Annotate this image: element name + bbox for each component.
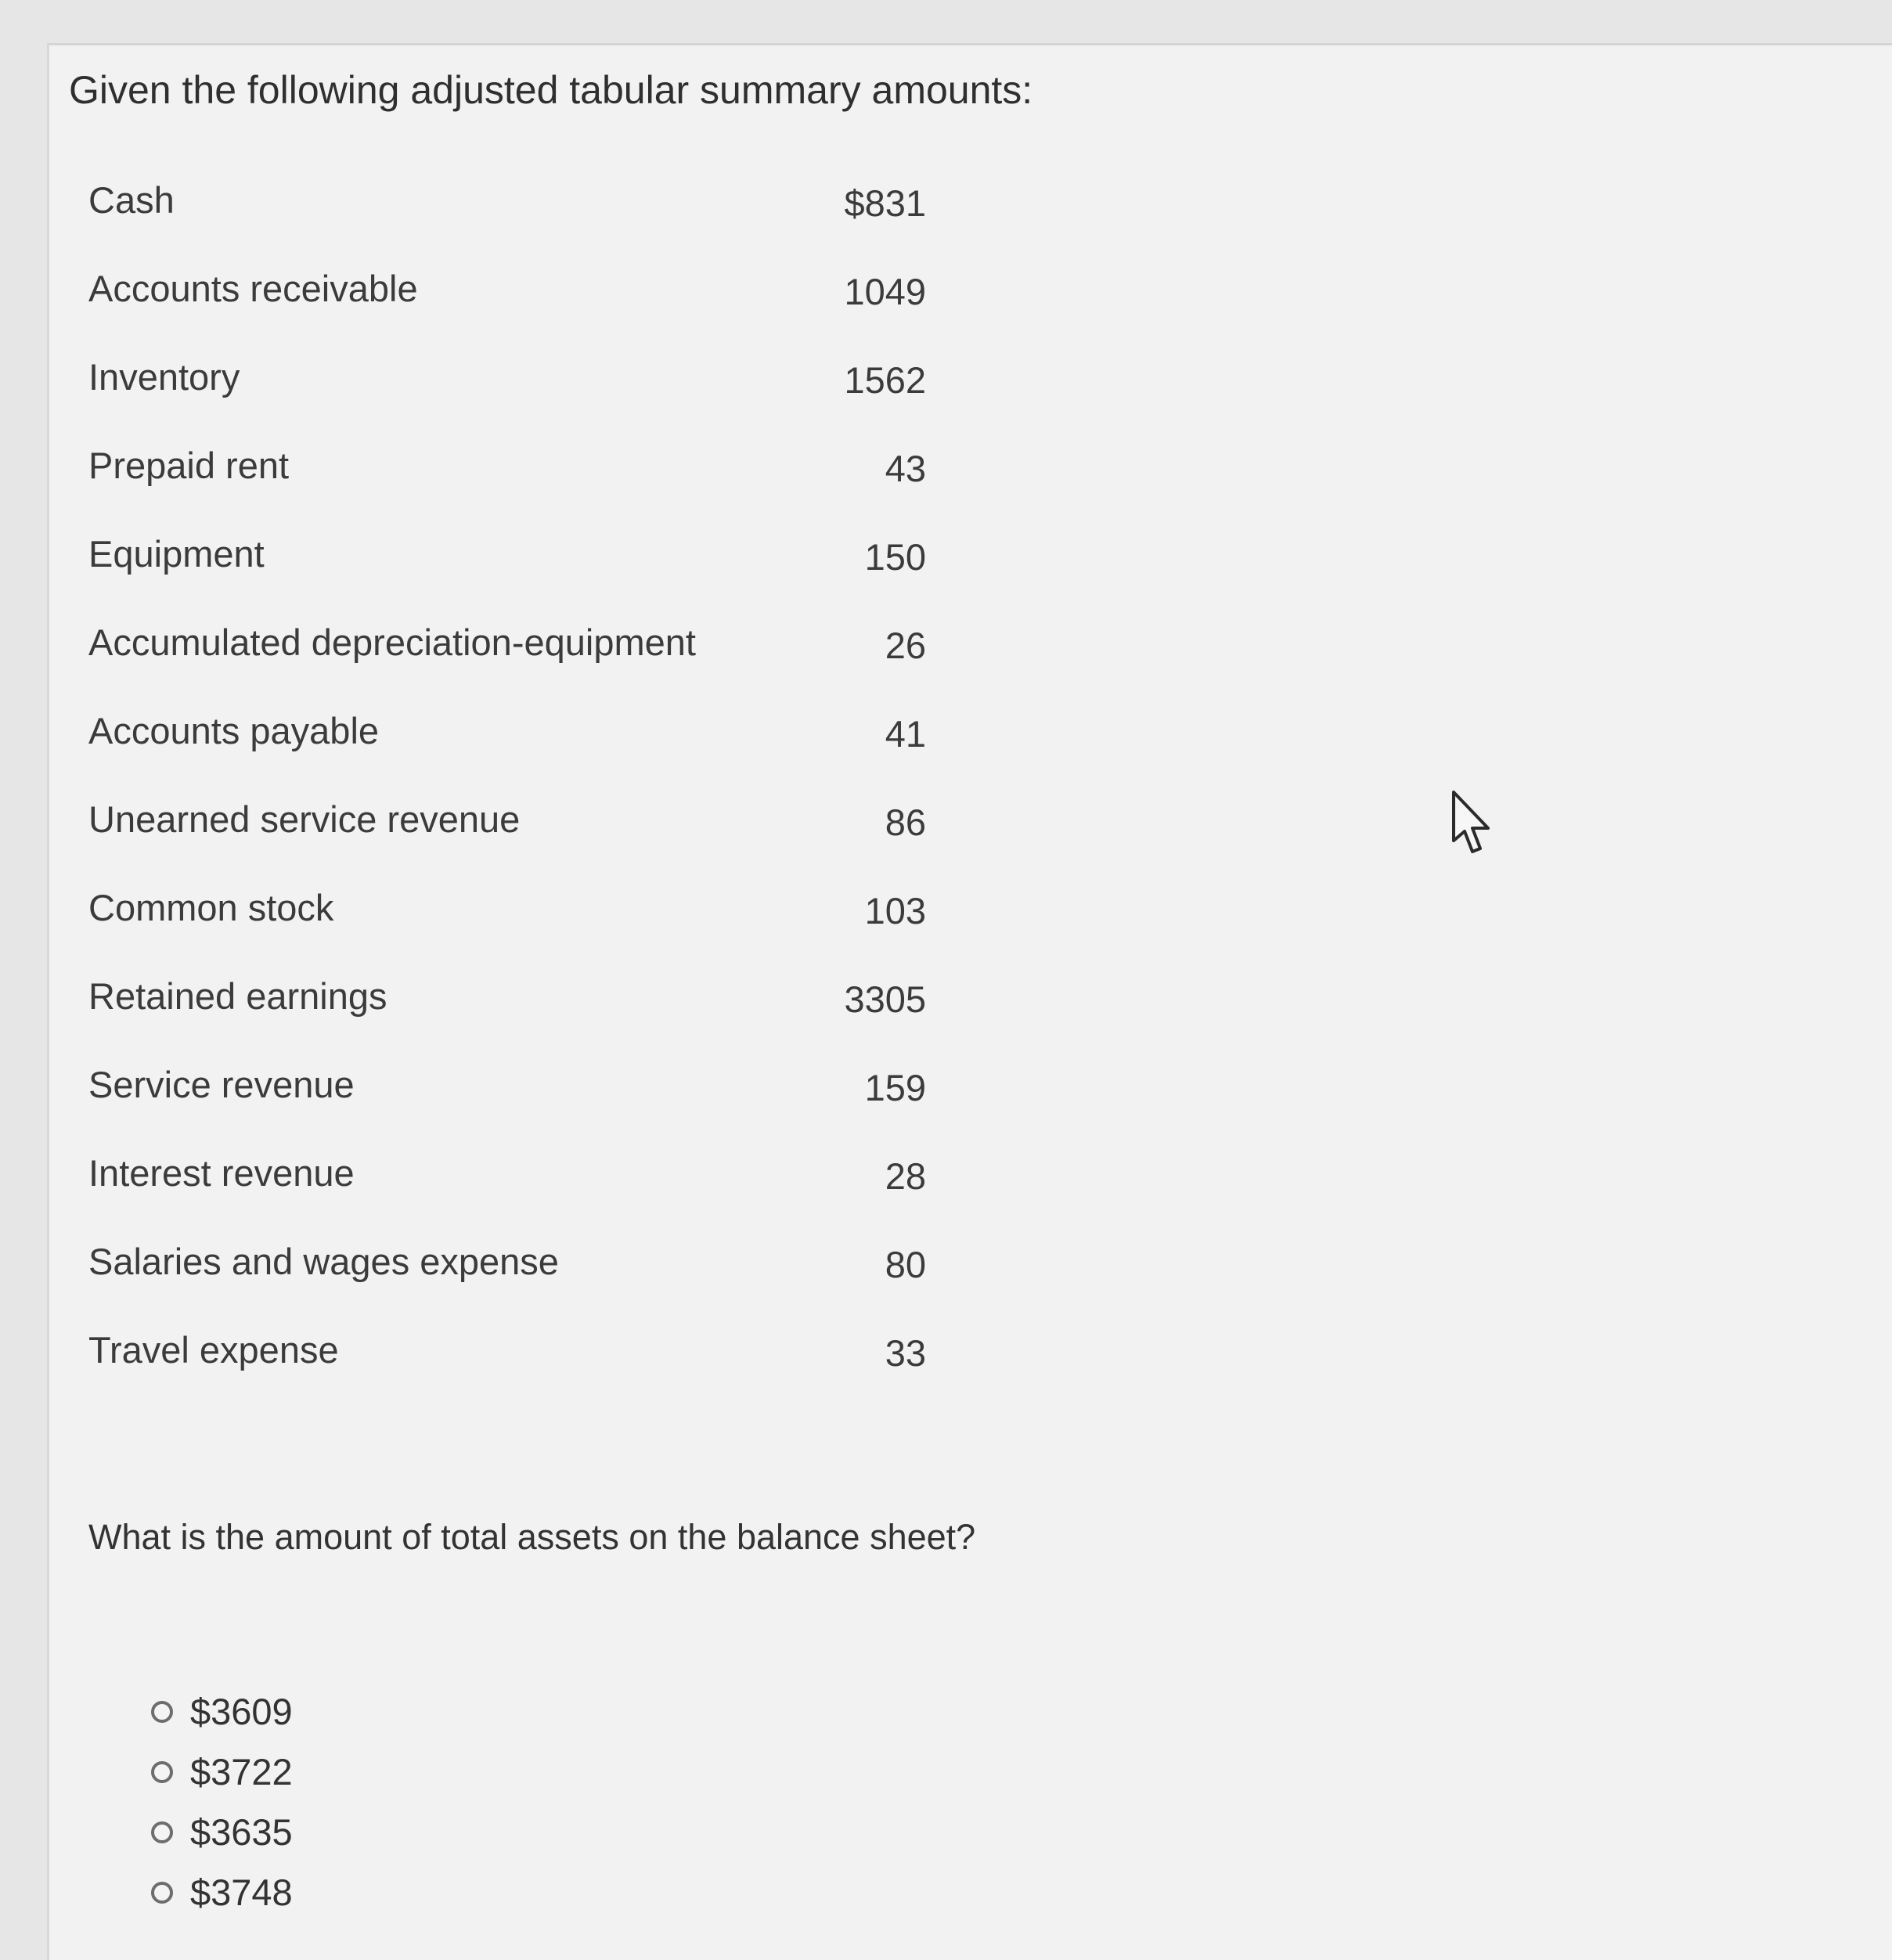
table-row (88, 798, 926, 886)
table-row (88, 975, 926, 1063)
table-row (88, 355, 926, 444)
account-label: Accumulated depreciation-equipment (88, 622, 696, 663)
table-row (88, 1240, 926, 1328)
account-label: Interest revenue (88, 1152, 355, 1194)
radio-button-icon[interactable] (151, 1821, 173, 1843)
answer-option-label[interactable]: $3722 (190, 1751, 293, 1792)
answer-option[interactable] (151, 1681, 293, 1742)
account-amount: $831 (844, 182, 926, 224)
answer-option[interactable] (151, 1742, 293, 1802)
table-row (88, 886, 926, 975)
account-label: Cash (88, 179, 175, 221)
account-amount: 80 (885, 1244, 926, 1285)
table-row (88, 532, 926, 621)
radio-button-icon[interactable] (151, 1882, 173, 1904)
radio-button-icon[interactable] (151, 1761, 173, 1783)
account-amount: 1049 (844, 271, 926, 312)
account-label: Travel expense (88, 1329, 339, 1371)
table-row (88, 444, 926, 532)
account-label: Service revenue (88, 1064, 355, 1105)
radio-button-icon[interactable] (151, 1701, 173, 1723)
account-amount: 86 (885, 802, 926, 843)
table-row (88, 178, 926, 267)
account-amount: 103 (864, 890, 926, 931)
account-amount: 159 (864, 1067, 926, 1108)
answer-option-label[interactable]: $3748 (190, 1872, 293, 1913)
table-row (88, 267, 926, 355)
answer-options (151, 1681, 293, 1922)
account-label: Inventory (88, 356, 240, 398)
account-label: Retained earnings (88, 975, 387, 1017)
account-amount: 28 (885, 1155, 926, 1197)
table-row (88, 1063, 926, 1151)
account-label: Unearned service revenue (88, 798, 521, 840)
account-amount: 26 (885, 625, 926, 666)
answer-option[interactable] (151, 1802, 293, 1862)
table-row (88, 709, 926, 798)
account-amount: 1562 (844, 359, 926, 401)
table-row (88, 621, 926, 709)
account-amount: 43 (885, 448, 926, 489)
account-label: Accounts receivable (88, 268, 418, 309)
answer-option[interactable] (151, 1862, 293, 1922)
account-amount: 150 (864, 536, 926, 578)
mouse-pointer-icon (1451, 789, 1497, 859)
question-text: What is the amount of total assets on the balance sheet? (88, 1517, 976, 1557)
account-label: Salaries and wages expense (88, 1241, 559, 1282)
account-label: Common stock (88, 887, 334, 928)
account-label: Equipment (88, 533, 265, 575)
account-amount: 33 (885, 1332, 926, 1374)
account-amount: 3305 (844, 978, 926, 1020)
account-amount: 41 (885, 713, 926, 755)
table-row (88, 1328, 926, 1417)
question-page (47, 43, 1892, 1960)
question-intro: Given the following adjusted tabular summary amounts: (69, 68, 1033, 112)
answer-option-label[interactable]: $3609 (190, 1691, 293, 1732)
account-label: Accounts payable (88, 710, 380, 751)
account-summary-table (88, 178, 926, 1417)
table-row (88, 1151, 926, 1240)
answer-option-label[interactable]: $3635 (190, 1811, 293, 1853)
account-label: Prepaid rent (88, 445, 290, 486)
